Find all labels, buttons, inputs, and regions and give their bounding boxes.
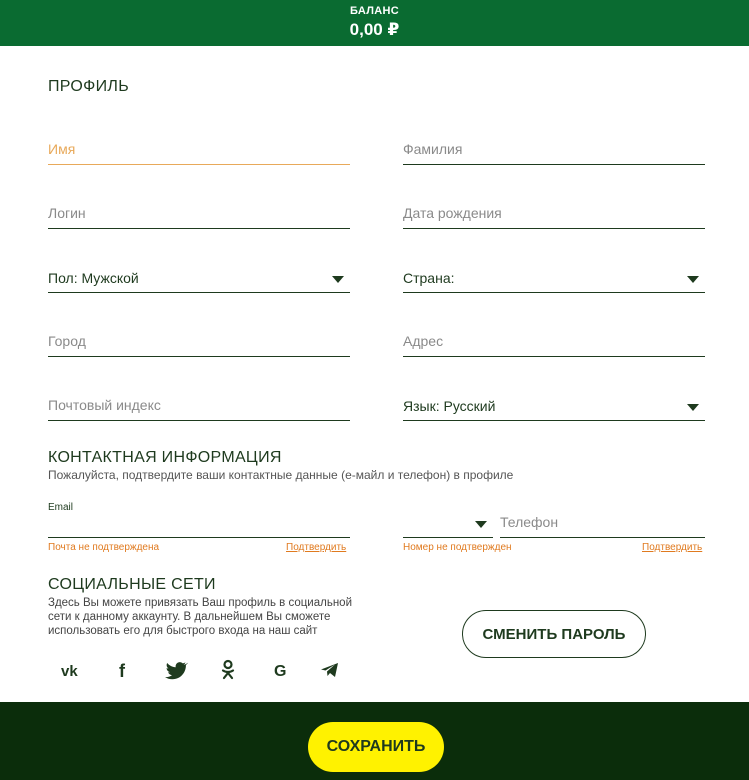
address-input[interactable]: [403, 333, 705, 349]
birthdate-input[interactable]: [403, 205, 705, 221]
chevron-down-icon: [475, 521, 487, 528]
phone-status: Номер не подтвержден: [403, 542, 512, 553]
birthdate-field[interactable]: [403, 199, 705, 229]
city-field[interactable]: [48, 327, 350, 357]
login-input[interactable]: [48, 205, 350, 221]
footer-bar: [0, 702, 749, 780]
first-name-input[interactable]: [48, 141, 350, 157]
contacts-title: КОНТАКТНАЯ ИНФОРМАЦИЯ: [48, 449, 282, 466]
phone-code-select[interactable]: [403, 508, 493, 538]
chevron-down-icon: [687, 276, 699, 283]
svg-text:G: G: [274, 663, 287, 680]
odnoklassniki-icon[interactable]: [214, 658, 242, 682]
save-button[interactable]: СОХРАНИТЬ: [308, 722, 444, 772]
last-name-input[interactable]: [403, 141, 705, 157]
gender-select-value: Пол: Мужской: [48, 270, 139, 286]
last-name-field[interactable]: [403, 135, 705, 165]
svg-text:vk: vk: [61, 663, 78, 680]
email-input[interactable]: [48, 514, 350, 530]
social-description: Здесь Вы можете привязать Ваш профиль в социальной сети к данному аккаунту. В дальнейшем Вы сможете использовать его для быстрого входа на наш сайт: [48, 597, 352, 637]
login-field[interactable]: [48, 199, 350, 229]
postal-code-input[interactable]: [48, 397, 350, 413]
language-select[interactable]: [403, 391, 705, 421]
phone-input[interactable]: [500, 514, 705, 530]
chevron-down-icon: [687, 404, 699, 411]
svg-text:f: f: [119, 661, 125, 681]
email-confirm-link[interactable]: Подтвердить: [286, 542, 347, 553]
balance-header: [0, 0, 749, 46]
address-field[interactable]: [403, 327, 705, 357]
country-select-value: Страна:: [403, 270, 455, 286]
email-status: Почта не подтверждена: [48, 542, 160, 553]
telegram-icon[interactable]: [316, 658, 344, 682]
gender-select[interactable]: [48, 263, 350, 293]
email-label: Email: [48, 502, 74, 513]
facebook-icon[interactable]: [110, 658, 138, 682]
email-field[interactable]: [48, 508, 350, 538]
twitter-icon[interactable]: [162, 658, 190, 682]
chevron-down-icon: [332, 276, 344, 283]
balance-label: БАЛАНС: [350, 5, 399, 17]
city-input[interactable]: [48, 333, 350, 349]
contacts-subtitle: Пожалуйста, подтвердите ваши контактные данные (е-майл и телефон) в профиле: [48, 468, 514, 482]
vk-icon[interactable]: [58, 658, 86, 682]
country-select[interactable]: [403, 263, 705, 293]
language-select-value: Язык: Русский: [403, 398, 496, 414]
social-title: СОЦИАЛЬНЫЕ СЕТИ: [48, 576, 216, 593]
google-icon[interactable]: [266, 658, 294, 682]
postal-code-field[interactable]: [48, 391, 350, 421]
balance-value: 0,00 ₽: [349, 20, 400, 39]
phone-confirm-link[interactable]: Подтвердить: [642, 542, 703, 553]
change-password-button[interactable]: СМЕНИТЬ ПАРОЛЬ: [462, 610, 646, 658]
first-name-field[interactable]: [48, 135, 350, 165]
phone-field[interactable]: [500, 508, 705, 538]
profile-title: ПРОФИЛЬ: [48, 78, 130, 95]
